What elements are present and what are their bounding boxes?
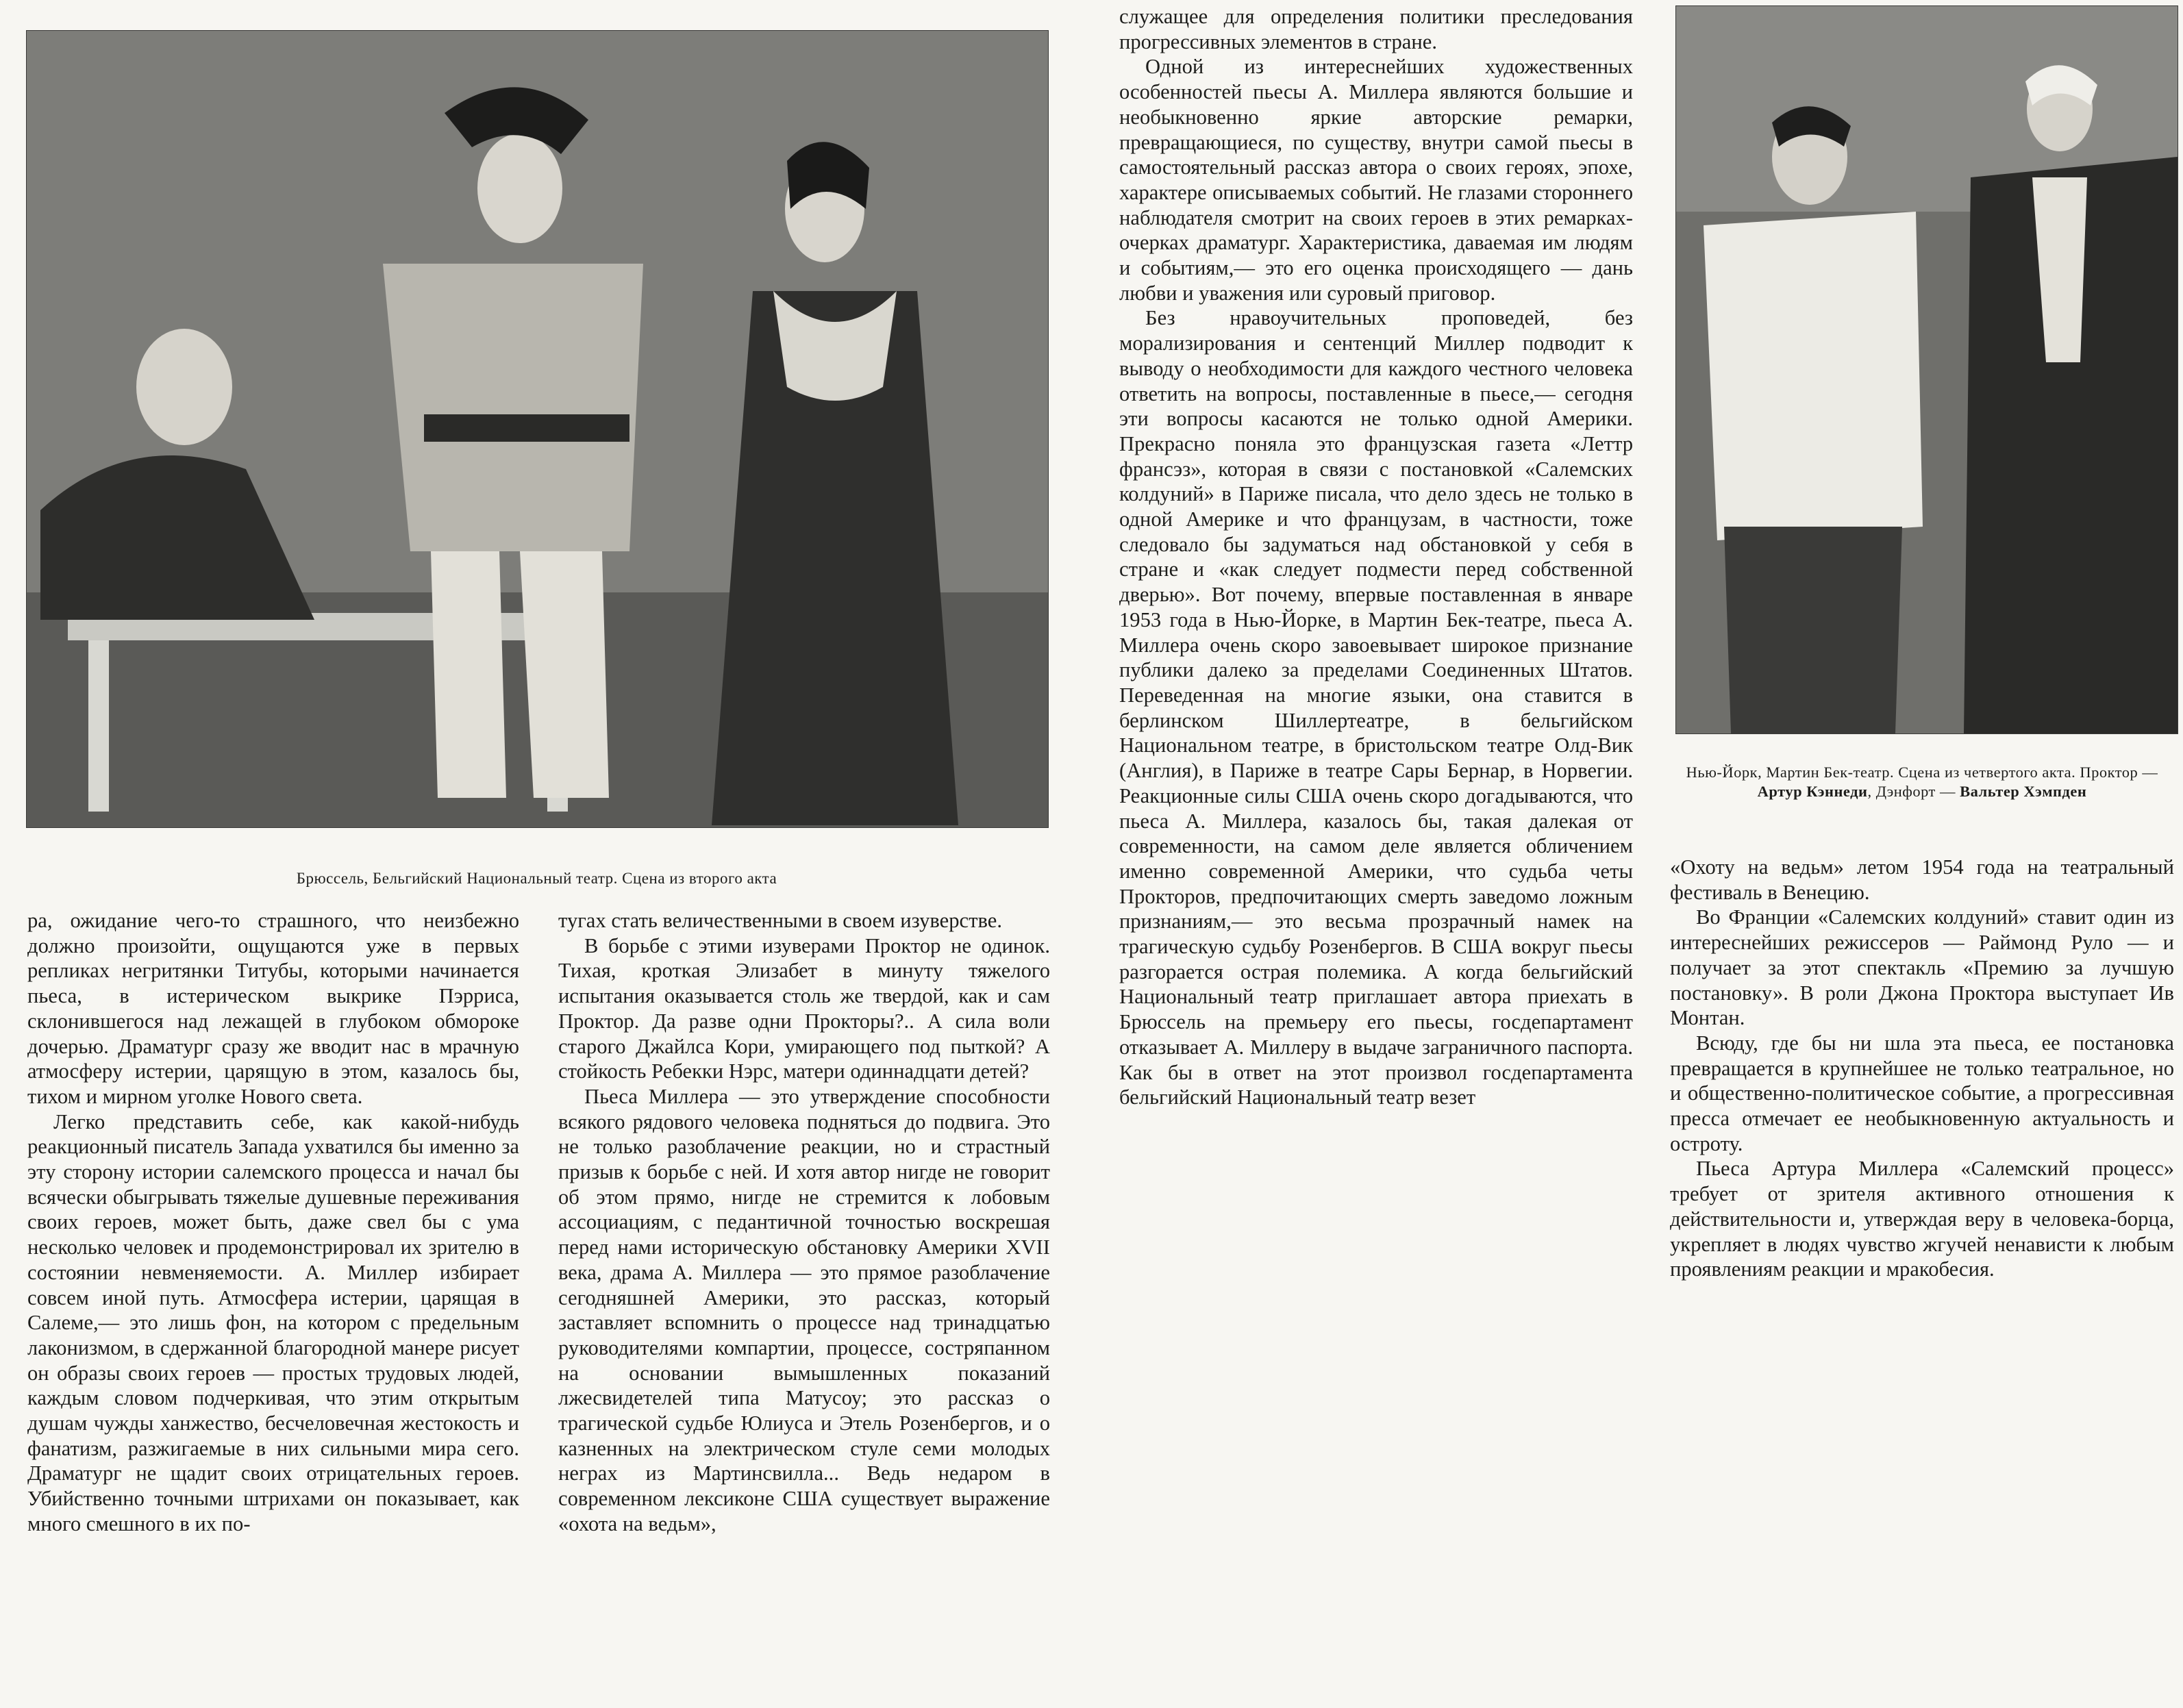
paragraph: Легко представить себе, как какой-нибудь реакционный писатель Запада ухватился бы именно за эту сторону истории салемского процесса и начал бы всячески обыгрывать тяжелые душевные переживания своих героев, может быть, даже свел бы с ума несколько человек и продемонстрировал их зрителю в состоянии невменяемости. А. Миллер избирает совсем иной путь. Атмосфера истерии, царящая в Салеме,— это лишь фон, на котором с предельным лаконизмом, в сдержанной благородной манере рисует он образы своих героев — простых трудовых людей, каждым словом подчеркивая, что этим открытым душам чужды ханжество, бесчеловечная жестокость и фанатизм, разжигаемые в них сильными мира сего. Драматург не щадит своих отрицательных героев. Убийственно точными штрихами он показывает, как много смешного в их по- — [27, 1109, 519, 1535]
paragraph: Во Франции «Салемских колдуний» ставит один из интереснейших режиссеров — Раймонд Руло — и получает за этот спектакль «Премию за лучшую постановку». В роли Джона Проктора выступает Ив Монтан. — [1670, 905, 2174, 1030]
text-column-1 — [27, 908, 519, 1537]
photo-brussels — [26, 30, 1049, 828]
paragraph: Пьеса Артура Миллера «Салемский процесс» требует от зрителя активного отношения к действительности и, утверждая веру в человека-борца, укрепляет в людях чувство жгучей ненависти к любым проявлениям реакции и мракобесия. — [1670, 1157, 2174, 1281]
text-column-4 — [1670, 855, 2174, 1282]
paragraph: Одной из интереснейших художественных особенностей пьесы А. Миллера являются большие и необыкновенно яркие авторские ремарки, превращающиеся, по существу, внутри самой пьесы в самостоятельный рассказ автора о своих героях, эпохе, характере описываемых событий. Не глазами стороннего наблюдателя смотрит на своих героев в этих ремарках-очерках драматург. Характеристика, даваемая им людям и событиям,— это его оценка происходящего — дань любви и уважения или суровый приговор. — [1119, 55, 1633, 305]
brussels-scene-illustration — [27, 31, 1048, 827]
paragraph: тугах стать величественными в своем изуверстве. — [558, 909, 1002, 932]
paragraph: ра, ожидание чего-то страшного, что неизбежно должно произойти, ощущаются уже в первых репликах негритянки Титубы, которыми начинается пьеса, в истерическом выкрике Пэрриса, склонившегося над лежащей в глубоком обмороке дочерью. Драматург сразу же вводит нас в мрачную атмосферу истерии, царящую в этом, казалось бы, тихом и мирном уголке Нового света. — [27, 909, 519, 1108]
photo-newyork — [1675, 5, 2178, 734]
paragraph: служащее для определения политики преследования прогрессивных элементов в стране. — [1119, 5, 1633, 53]
newyork-scene-illustration — [1676, 6, 2178, 733]
paragraph: Пьеса Миллера — это утверждение способности всякого рядового человека подняться до подвига. Это не только разоблачение реакции, но и страстный призыв к борьбе с ней. И хотя автор нигде не говорит об этом прямо, нигде не стремится к лобовым ассоциациям, с педантичной точностью воскрешая перед нами историческую обстановку Америки XVII века, драма А. Миллера — это прямое разоблачение сегодняшней Америки, это рассказ, который заставляет вспомнить о процессе над тринадцатью руководителями компартии, процессе, состряпанном на основании вымышленных показаний лжесвидетелей типа Матусоу; это рассказ о трагической судьбе Юлиуса и Этель Розенбергов, и о казненных на электрическом стуле семи молодых неграх из Мартинсвилла... Ведь недаром в современном лексиконе США существует выражение «охота на ведьм», — [558, 1084, 1050, 1535]
paragraph: Всюду, где бы ни шла эта пьеса, ее постановка превращается в крупнейшее не только театральное, но и общественно-политическое событие, а прогрессивная пресса отмечает ее необыкновенную актуальность и остроту. — [1670, 1031, 2174, 1155]
text-column-2 — [558, 908, 1050, 1537]
text-column-3 — [1119, 4, 1633, 1110]
paragraph: «Охоту на ведьм» летом 1954 года на театральный фестиваль в Венецию. — [1670, 855, 2174, 904]
paragraph: В борьбе с этими изуверами Проктор не одинок. Тихая, кроткая Элизабет в минуту тяжелого испытания оказывается столь же твердой, как и сам Проктор. Да разве одни Прокторы?.. А сила воли старого Джайлса Кори, умирающего под пыткой? А стойкость Ребекки Нэрс, матери одиннадцати детей? — [558, 933, 1050, 1083]
photo-caption-newyork: Нью-Йорк, Мартин Бек-театр. Сцена из четвертого акта. Проктор — Артур Кэннеди, Дэнфорт — Вальтер Хэмпден — [1686, 764, 2158, 800]
photo-caption-brussels: Брюссель, Бельгийский Национальный театр. Сцена из второго акта — [296, 870, 777, 887]
paragraph: Без нравоучительных проповедей, без морализирования и сентенций Миллер подводит к выводу о необходимости для каждого честного человека ответить на вопросы, поставленные в пьесе,— сегодня эти вопросы касаются не только одной Америки. Прекрасно поняла это французская газета «Леттр франсэз», которая в связи с постановкой «Салемских колдуний» в Париже писала, что дело здесь не только в одной Америке и что французам, в частности, тоже следовало бы задуматься над обстановкой у себя в стране и «как следует подмести перед собственной дверью». Вот почему, впервые поставленная в январе 1953 года в Нью-Йорке, в Мартин Бек-театре, пьеса А. Миллера очень скоро завоевывает широкое признание публики далеко за пределами Соединенных Штатов. Переведенная на многие языки, она ставится в берлинском Шиллертеатре, в бельгийском Национальном театре, в бристольском театре Олд-Вик (Англия), в Париже в театре Сары Бернар, в Норвегии. Реакционные силы США очень скоро догадываются, что пьеса А. Миллера, казалось бы, такая далекая от современности, на самом деле является обличением именно современной Америки, что судьба четы Прокторов, предпочитающих смерть заведомо ложным признаниям,— это весьма прозрачный намек на трагическую судьбу Розенбергов. В США вокруг пьесы разгорается острая полемика. А когда бельгийский Национальный театр приглашает автора приехать в Брюссель на премьеру его пьесы, госдепартамент отказывает А. Миллеру в выдаче заграничного паспорта. Как бы в ответ на этот произвол госдепартамента бельгийский Национальный театр везет — [1119, 306, 1633, 1109]
